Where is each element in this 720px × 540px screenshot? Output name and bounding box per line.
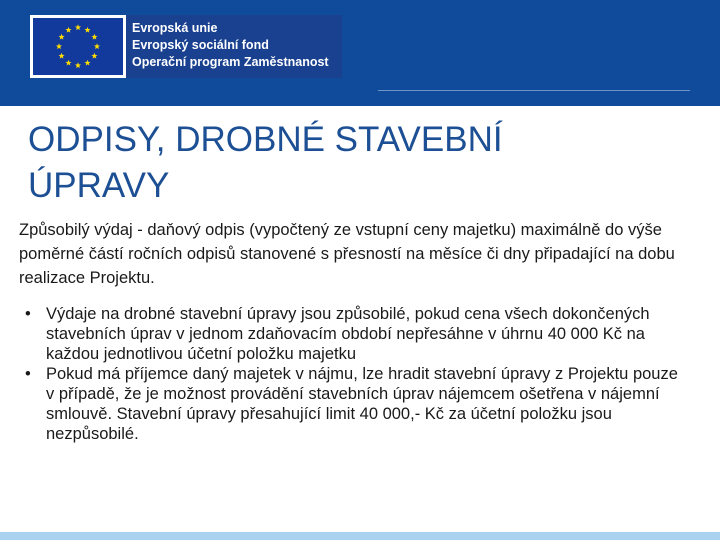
logo-line-esf: Evropský sociální fond [132, 38, 269, 52]
bullet-dot: • [25, 365, 31, 383]
eu-star-icon [94, 43, 100, 49]
header-divider [378, 90, 690, 91]
bullet-text: Pokud má příjemce daný majetek v nájmu, lze hradit stavební úpravy z Projektu pouze v případě, že je možnost provádění stavebních úprav nájemcem ošetřena v nájemní smlouvě. Stavební úpravy přesahující limit 40 000,- Kč za účetní položku jsou nezpůsobilé. [46, 365, 678, 443]
eu-star-icon [91, 34, 97, 40]
eu-star-icon [75, 62, 81, 68]
eu-star-icon [65, 27, 71, 33]
bullet-list [19, 304, 689, 444]
bullet-dot: • [25, 305, 31, 323]
eu-star-icon [75, 24, 81, 30]
eu-star-icon [65, 60, 71, 66]
esf-logo [30, 15, 342, 78]
eu-star-icon [59, 34, 65, 40]
eu-star-icon [59, 53, 65, 59]
logo-text [126, 15, 342, 78]
logo-line-program: Operační program Zaměstnanost [132, 55, 329, 69]
slide-title [28, 117, 688, 209]
bullet-text: Výdaje na drobné stavební úpravy jsou způsobilé, pokud cena všech dokončených stavebních úprav v jednom zdaňovacím období nepřesáhne v úhrnu 40 000 Kč na každou jednotlivou účetní položku majetku [46, 305, 650, 363]
intro-paragraph: Způsobilý výdaj - daňový odpis (vypočtený ze vstupní ceny majetku) maximálně do výše poměrné částí ročních odpisů stanovené s přesností na měsíce či dny připadající na dobu realizace Projektu. [19, 221, 675, 287]
footer-strip [0, 532, 720, 540]
eu-star-icon [84, 60, 90, 66]
header-band [0, 0, 720, 106]
bullet-item [19, 364, 689, 444]
title-line-2: ÚPRAVY [28, 166, 170, 205]
eu-star-icon [91, 53, 97, 59]
title-line-1: ODPISY, DROBNÉ STAVEBNÍ [28, 120, 503, 159]
bullet-item [19, 304, 689, 364]
eu-star-icon [84, 27, 90, 33]
eu-star-icon [56, 43, 62, 49]
logo-line-eu: Evropská unie [132, 21, 218, 35]
eu-flag-icon [33, 18, 123, 75]
eu-stars [33, 18, 123, 75]
